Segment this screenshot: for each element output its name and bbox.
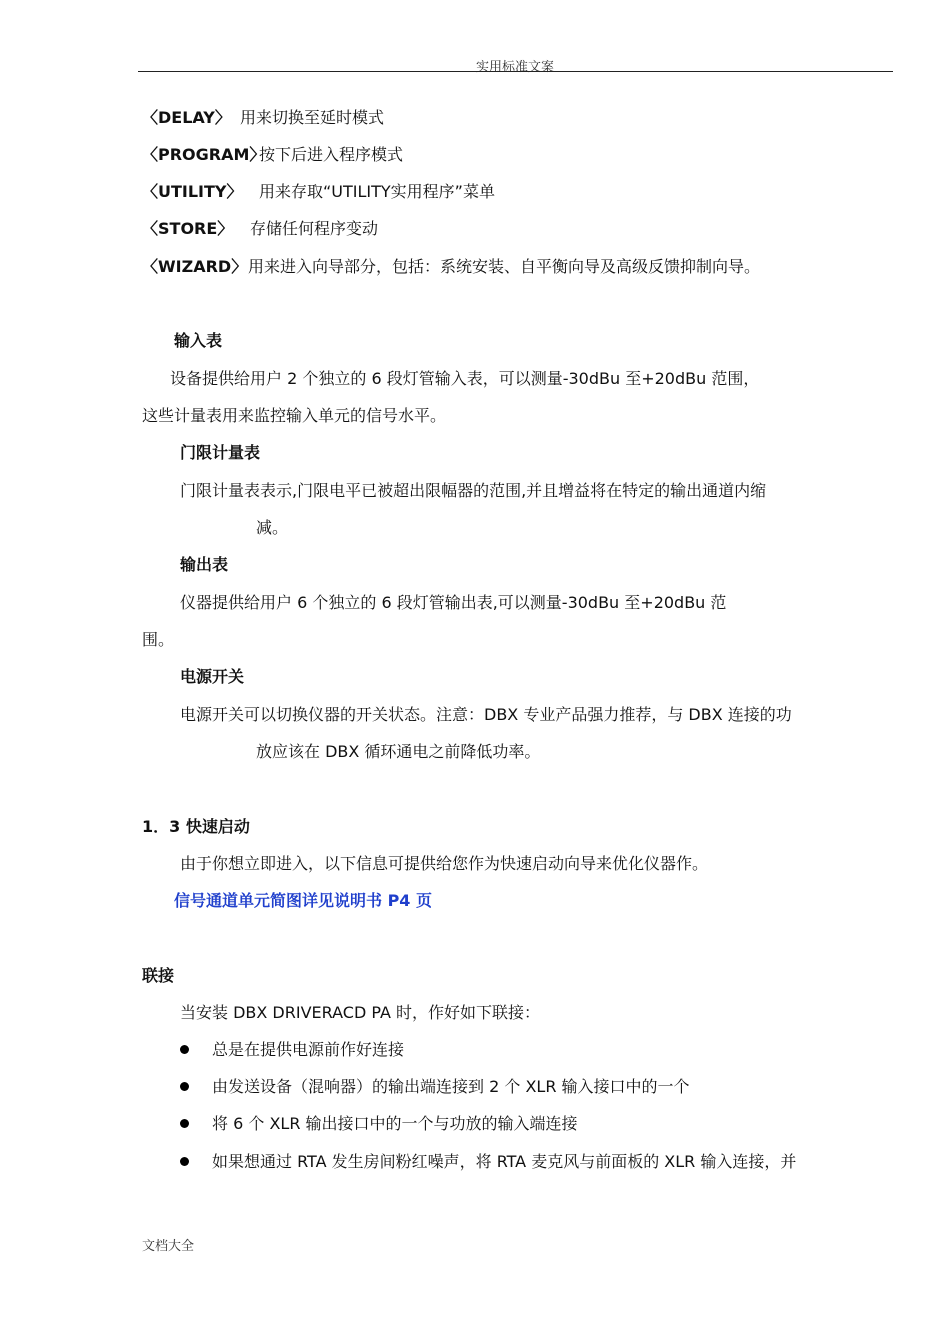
header-rule bbox=[138, 71, 893, 72]
threshold-meter-line2: 减。 bbox=[256, 518, 289, 537]
quick-start-heading: 1．3 快速启动 bbox=[142, 817, 250, 836]
bullet-dot bbox=[180, 1157, 189, 1166]
button-desc-program: 按下后进入程序模式 bbox=[259, 145, 404, 164]
button-row-utility bbox=[142, 182, 495, 202]
header-title: 实用标准文案 bbox=[475, 60, 554, 75]
button-key-delay: 〈DELAY〉 bbox=[142, 108, 231, 127]
quick-start-text: 由于你想立即进入，以下信息可提供给您作为快速启动向导来优化仪器作。 bbox=[180, 854, 709, 873]
button-key-utility: 〈UTILITY〉 bbox=[142, 182, 243, 201]
power-switch-line2: 放应该在 DBX 循环通电之前降低功率。 bbox=[256, 742, 541, 761]
output-meter-line2: 围。 bbox=[142, 630, 175, 649]
button-desc-delay: 用来切换至延时模式 bbox=[240, 108, 385, 127]
power-switch-line1: 电源开关可以切换仪器的开关状态。注意：DBX 专业产品强力推荐，与 DBX 连接的功 bbox=[180, 705, 792, 724]
threshold-meter-line1: 门限计量表表示,门限电平已被超出限幅器的范围,并且增益将在特定的输出通道内缩 bbox=[180, 481, 767, 500]
connection-item-2: 由发送设备（混响器）的输出端连接到 2 个 XLR 输入接口中的一个 bbox=[212, 1077, 690, 1096]
connections-intro: 当安装 DBX DRIVERACD PA 时，作好如下联接： bbox=[180, 1003, 541, 1022]
threshold-meter-heading: 门限计量表 bbox=[180, 443, 261, 462]
quick-start-link[interactable]: 信号通道单元简图详见说明书 P4 页 bbox=[174, 891, 433, 910]
button-key-wizard: 〈WIZARD〉 bbox=[142, 257, 248, 276]
button-desc-store: 存储任何程序变动 bbox=[250, 219, 379, 238]
button-key-store: 〈STORE〉 bbox=[142, 219, 234, 238]
footer-text: 文档大全 bbox=[142, 1239, 195, 1254]
output-meter-heading: 输出表 bbox=[180, 555, 229, 574]
button-row-delay bbox=[142, 108, 384, 128]
button-desc-wizard: 用来进入向导部分，包括：系统安装、自平衡向导及高级反馈抑制向导。 bbox=[248, 257, 761, 276]
bullet-dot bbox=[180, 1082, 189, 1091]
bullet-dot bbox=[180, 1045, 189, 1054]
output-meter-line1: 仪器提供给用户 6 个独立的 6 段灯管输出表,可以测量-30dBu 至+20dBu 范 bbox=[180, 593, 727, 612]
button-row-program bbox=[142, 145, 403, 165]
button-row-wizard bbox=[142, 257, 760, 277]
button-key-program: 〈PROGRAM〉 bbox=[142, 145, 266, 164]
connection-item-3: 将 6 个 XLR 输出接口中的一个与功放的输入端连接 bbox=[212, 1114, 578, 1133]
connection-item-4: 如果想通过 RTA 发生房间粉红噪声，将 RTA 麦克风与前面板的 XLR 输入连接，并 bbox=[212, 1152, 797, 1171]
connections-heading: 联接 bbox=[142, 966, 175, 985]
button-desc-utility: 用来存取“UTILITY实用程序”菜单 bbox=[259, 182, 495, 201]
input-meter-heading: 输入表 bbox=[174, 331, 223, 350]
input-meter-line1: 设备提供给用户 2 个独立的 6 段灯管输入表，可以测量-30dBu 至+20dBu 范围， bbox=[170, 369, 760, 388]
button-row-store bbox=[142, 219, 378, 239]
connection-item-1: 总是在提供电源前作好连接 bbox=[212, 1040, 405, 1059]
input-meter-line2: 这些计量表用来监控输入单元的信号水平。 bbox=[142, 406, 447, 425]
power-switch-heading: 电源开关 bbox=[180, 667, 245, 686]
bullet-dot bbox=[180, 1119, 189, 1128]
